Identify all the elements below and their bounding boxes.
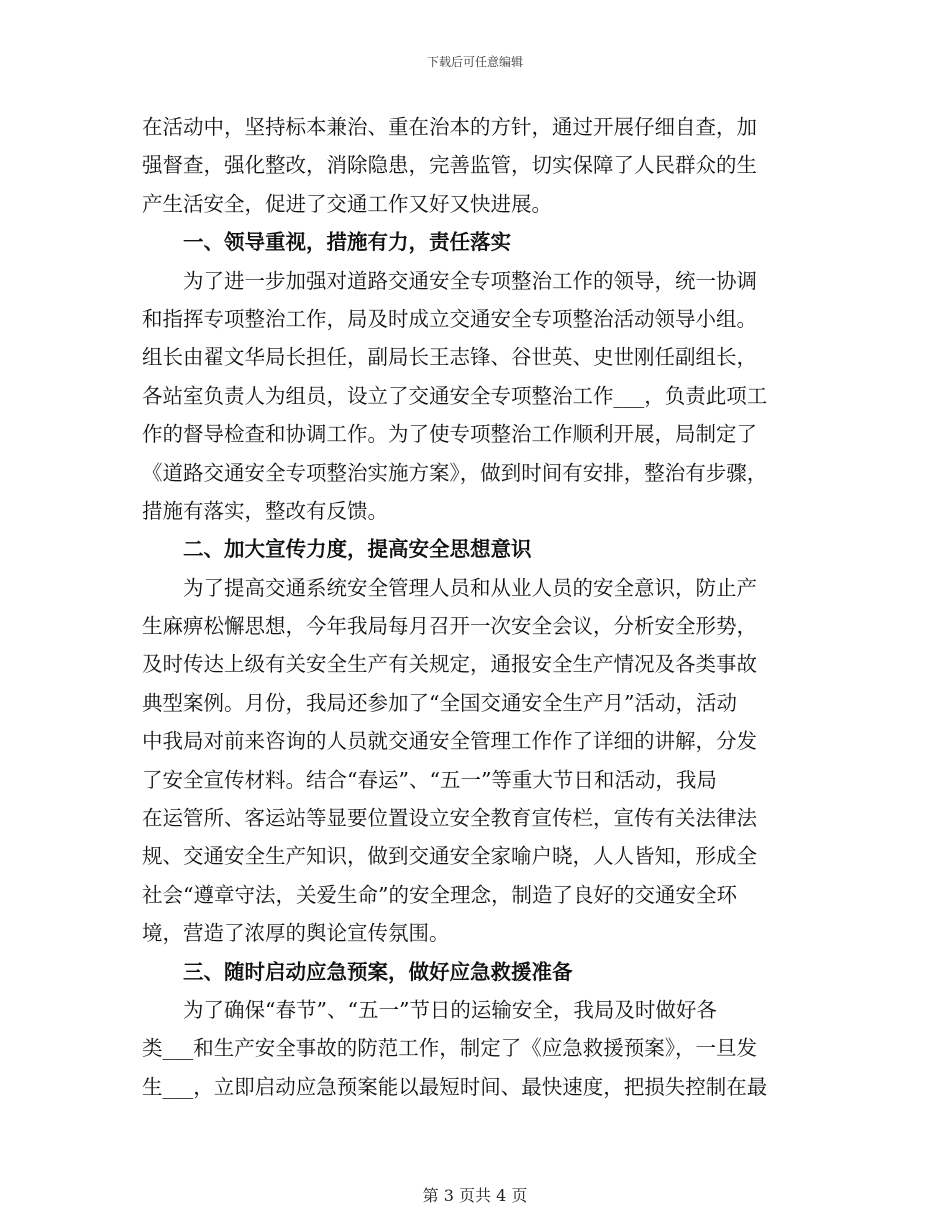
paragraph-line: 生___，立即启动应急预案能以最短时间、最快速度，把损失控制在最 <box>142 1074 768 1099</box>
paragraph-line: 措施有落实，整改有反馈。 <box>142 498 388 523</box>
paragraph-line: 生麻痹松懈思想，今年我局每月召开一次安全会议，分析安全形势， <box>142 614 757 639</box>
paragraph-line: 中我局对前来咨询的人员就交通安全管理工作作了详细的讲解，分发 <box>142 729 757 754</box>
paragraph-line: 为了确保“春节”、“五一”节日的运输安全，我局及时做好各 <box>183 997 717 1022</box>
paragraph-line: 典型案例。月份，我局还参加了“全国交通安全生产月”活动，活动 <box>142 690 737 715</box>
paragraph-line: 为了进一步加强对道路交通安全专项整治工作的领导，统一协调 <box>183 268 757 293</box>
paragraph-line: 规、交通安全生产知识，做到交通安全家喻户晓，人人皆知，形成全 <box>142 844 757 869</box>
page-footer: 第 3 页共 4 页 <box>422 1186 528 1205</box>
document-body <box>142 108 808 1106</box>
paragraph-line: 《道路交通安全专项整治实施方案》，做到时间有安排，整治有步骤， <box>142 460 768 485</box>
paragraph-line: 境，营造了浓厚的舆论宣传氛围。 <box>142 921 450 946</box>
paragraph-line: 强督查，强化整改，消除隐患，完善监管，切实保障了人民群众的生 <box>142 153 757 178</box>
paragraph-line: 各站室负责人为组员，设立了交通安全专项整治工作___，负责此项工 <box>142 383 768 408</box>
paragraph-line: 为了提高交通系统安全管理人员和从业人员的安全意识，防止产 <box>183 575 757 600</box>
paragraph-line: 了安全宣传材料。结合“春运”、“五一”等重大节日和活动，我局 <box>142 767 717 792</box>
paragraph-line: 类___和生产安全事故的防范工作，制定了《应急救援预案》，一旦发 <box>142 1036 757 1061</box>
paragraph-line: 组长由翟文华局长担任，副局长王志锋、谷世英、史世刚任副组长， <box>142 345 757 370</box>
section-heading: 一、领导重视，措施有力，责任落实 <box>183 230 511 255</box>
paragraph-line: 社会“遵章守法，关爱生命”的安全理念，制造了良好的交通安全环 <box>142 882 737 907</box>
paragraph-line: 和指挥专项整治工作，局及时成立交通安全专项整治活动领导小组。 <box>142 306 757 331</box>
page-header: 下载后可任意编辑 <box>426 55 523 69</box>
paragraph-line: 作的督导检查和协调工作。为了使专项整治工作顺利开展，局制定了 <box>142 422 757 447</box>
paragraph-line: 及时传达上级有关安全生产有关规定，通报安全生产情况及各类事故 <box>142 652 757 677</box>
paragraph-line: 在活动中，坚持标本兼治、重在治本的方针，通过开展仔细自查，加 <box>142 115 757 139</box>
section-heading: 二、加大宣传力度，提高安全思想意识 <box>183 537 532 562</box>
paragraph-line: 产生活安全，促进了交通工作又好又快进展。 <box>142 191 552 216</box>
paragraph-line: 在运管所、客运站等显要位置设立安全教育宣传栏，宣传有关法律法 <box>142 806 757 831</box>
section-heading: 三、随时启动应急预案，做好应急救援准备 <box>183 959 573 984</box>
